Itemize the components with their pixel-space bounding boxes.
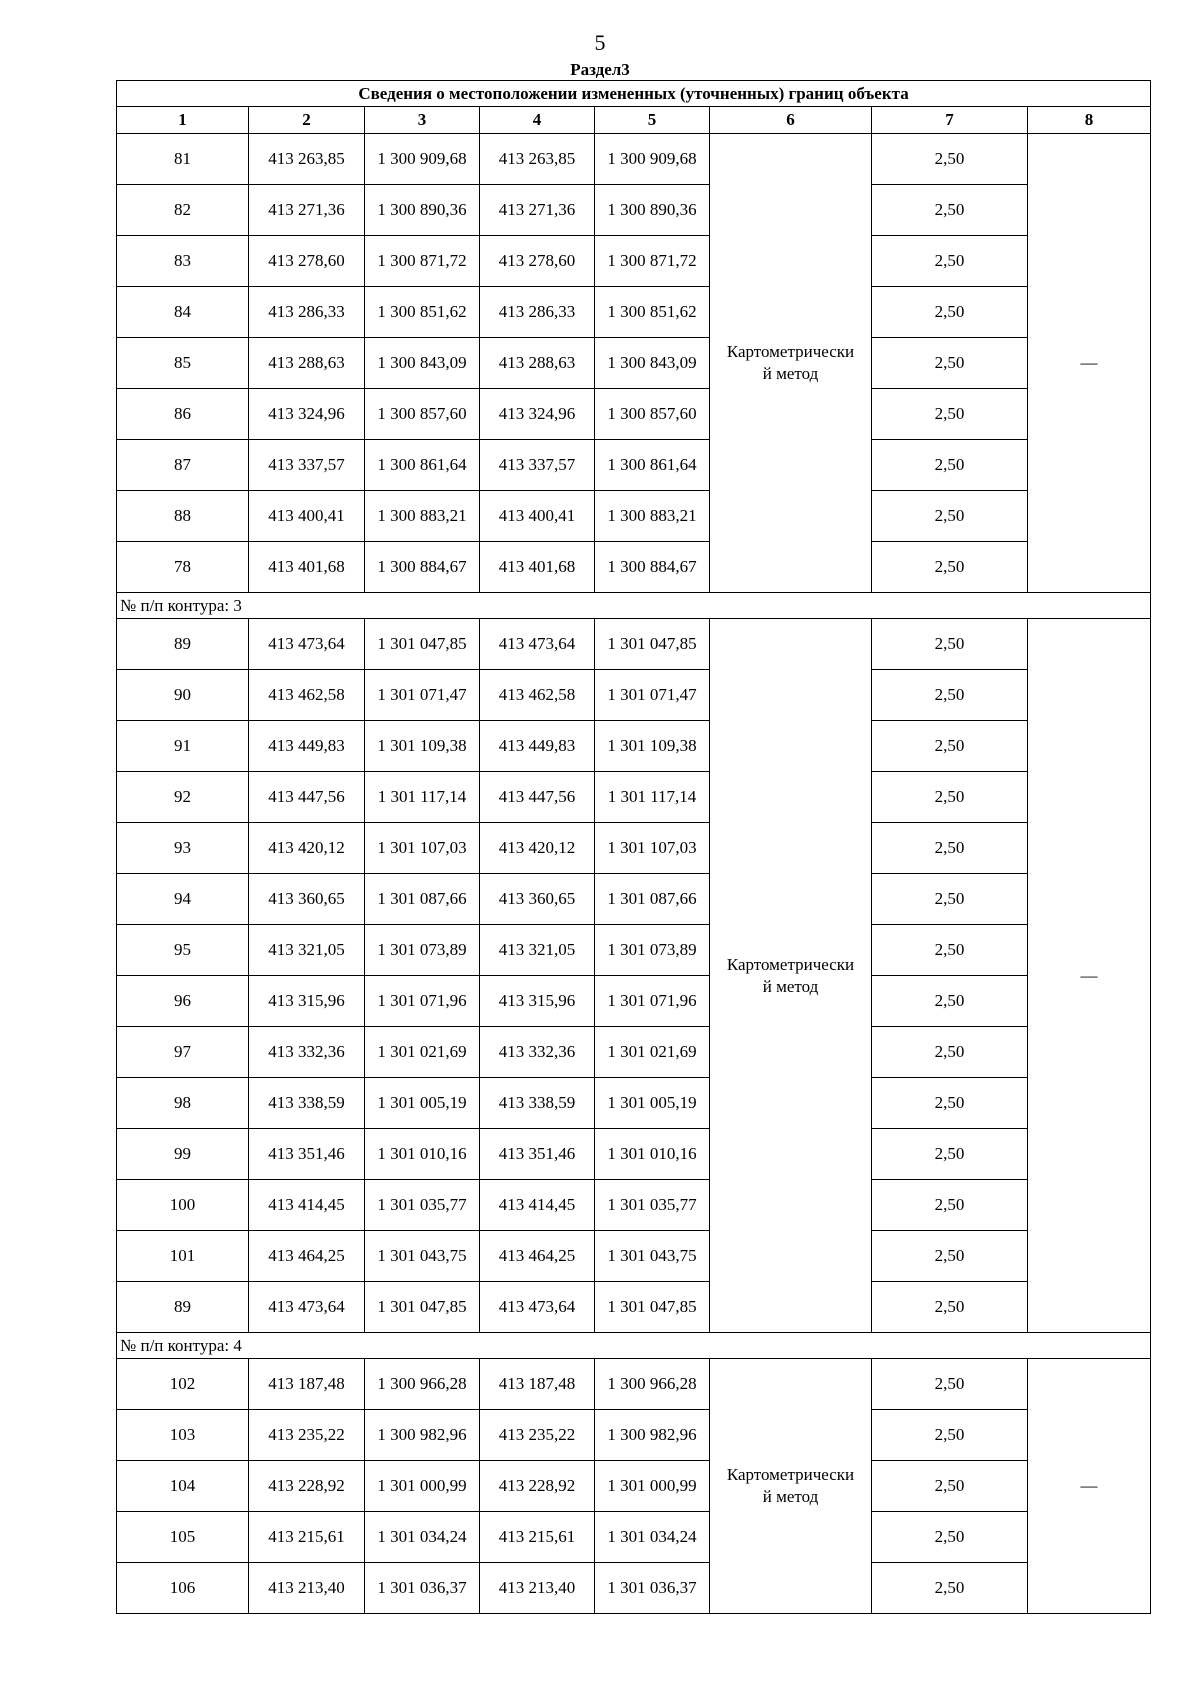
y-existing-cell: 1 301 071,96 <box>365 976 480 1027</box>
y-existing-cell: 1 301 005,19 <box>365 1078 480 1129</box>
x-new-cell: 413 449,83 <box>480 721 595 772</box>
method-text-line: й метод <box>762 976 819 996</box>
column-number: 6 <box>710 107 872 134</box>
point-number-cell: 94 <box>117 874 249 925</box>
table-row <box>117 619 1151 670</box>
y-new-cell: 1 301 087,66 <box>595 874 710 925</box>
y-existing-cell: 1 301 107,03 <box>365 823 480 874</box>
x-new-cell: 413 278,60 <box>480 236 595 287</box>
table-row <box>117 1282 1151 1333</box>
point-number-cell: 84 <box>117 287 249 338</box>
y-new-cell: 1 301 035,77 <box>595 1180 710 1231</box>
x-existing-cell: 413 321,05 <box>249 925 365 976</box>
precision-cell: 2,50 <box>872 1563 1028 1614</box>
x-new-cell: 413 263,85 <box>480 134 595 185</box>
x-new-cell: 413 337,57 <box>480 440 595 491</box>
method-text-line: Картометрически <box>726 342 855 361</box>
y-new-cell: 1 300 851,62 <box>595 287 710 338</box>
table-row <box>117 1078 1151 1129</box>
x-new-cell: 413 215,61 <box>480 1512 595 1563</box>
point-number-cell: 86 <box>117 389 249 440</box>
point-number-cell: 78 <box>117 542 249 593</box>
point-number-cell: 82 <box>117 185 249 236</box>
y-existing-cell: 1 301 047,85 <box>365 1282 480 1333</box>
precision-cell: 2,50 <box>872 1410 1028 1461</box>
column-number-row <box>117 107 1151 134</box>
column-number: 8 <box>1028 107 1151 134</box>
precision-cell: 2,50 <box>872 925 1028 976</box>
precision-cell: 2,50 <box>872 670 1028 721</box>
point-number-cell: 85 <box>117 338 249 389</box>
precision-cell: 2,50 <box>872 619 1028 670</box>
contour-label: № п/п контура: 4 <box>117 1333 1151 1359</box>
x-existing-cell: 413 271,36 <box>249 185 365 236</box>
x-new-cell: 413 315,96 <box>480 976 595 1027</box>
table-row <box>117 1027 1151 1078</box>
y-new-cell: 1 300 982,96 <box>595 1410 710 1461</box>
precision-cell: 2,50 <box>872 976 1028 1027</box>
table-row <box>117 1410 1151 1461</box>
x-existing-cell: 413 315,96 <box>249 976 365 1027</box>
precision-cell: 2,50 <box>872 823 1028 874</box>
y-existing-cell: 1 300 843,09 <box>365 338 480 389</box>
x-existing-cell: 413 400,41 <box>249 491 365 542</box>
point-number-cell: 89 <box>117 1282 249 1333</box>
x-existing-cell: 413 473,64 <box>249 1282 365 1333</box>
y-new-cell: 1 300 883,21 <box>595 491 710 542</box>
y-new-cell: 1 301 047,85 <box>595 1282 710 1333</box>
precision-cell: 2,50 <box>872 338 1028 389</box>
precision-cell: 2,50 <box>872 134 1028 185</box>
table-row <box>117 772 1151 823</box>
precision-cell: 2,50 <box>872 1231 1028 1282</box>
x-existing-cell: 413 213,40 <box>249 1563 365 1614</box>
y-existing-cell: 1 301 036,37 <box>365 1563 480 1614</box>
column-number: 1 <box>117 107 249 134</box>
point-number-cell: 91 <box>117 721 249 772</box>
x-new-cell: 413 228,92 <box>480 1461 595 1512</box>
point-number-cell: 103 <box>117 1410 249 1461</box>
y-existing-cell: 1 300 861,64 <box>365 440 480 491</box>
x-new-cell: 413 420,12 <box>480 823 595 874</box>
x-existing-cell: 413 187,48 <box>249 1359 365 1410</box>
table-row <box>117 1563 1151 1614</box>
precision-cell: 2,50 <box>872 389 1028 440</box>
y-new-cell: 1 301 043,75 <box>595 1231 710 1282</box>
point-number-cell: 96 <box>117 976 249 1027</box>
x-existing-cell: 413 351,46 <box>249 1129 365 1180</box>
point-number-cell: 90 <box>117 670 249 721</box>
x-existing-cell: 413 278,60 <box>249 236 365 287</box>
y-new-cell: 1 301 107,03 <box>595 823 710 874</box>
column-number: 4 <box>480 107 595 134</box>
precision-cell: 2,50 <box>872 1078 1028 1129</box>
precision-cell: 2,50 <box>872 236 1028 287</box>
y-new-cell: 1 300 966,28 <box>595 1359 710 1410</box>
precision-cell: 2,50 <box>872 287 1028 338</box>
table-row <box>117 236 1151 287</box>
y-existing-cell: 1 300 884,67 <box>365 542 480 593</box>
y-existing-cell: 1 300 883,21 <box>365 491 480 542</box>
y-existing-cell: 1 301 035,77 <box>365 1180 480 1231</box>
y-existing-cell: 1 301 117,14 <box>365 772 480 823</box>
y-new-cell: 1 301 021,69 <box>595 1027 710 1078</box>
x-new-cell: 413 400,41 <box>480 491 595 542</box>
table-caption: Сведения о местоположении измененных (уточненных) границ объекта <box>117 81 1151 107</box>
x-new-cell: 413 271,36 <box>480 185 595 236</box>
y-new-cell: 1 301 010,16 <box>595 1129 710 1180</box>
x-existing-cell: 413 449,83 <box>249 721 365 772</box>
y-existing-cell: 1 301 000,99 <box>365 1461 480 1512</box>
precision-cell: 2,50 <box>872 491 1028 542</box>
precision-cell: 2,50 <box>872 772 1028 823</box>
column-number: 7 <box>872 107 1028 134</box>
x-new-cell: 413 332,36 <box>480 1027 595 1078</box>
method-cell <box>710 619 872 1333</box>
method-cell <box>710 134 872 593</box>
y-new-cell: 1 301 073,89 <box>595 925 710 976</box>
x-existing-cell: 413 324,96 <box>249 389 365 440</box>
y-existing-cell: 1 301 010,16 <box>365 1129 480 1180</box>
point-number-cell: 97 <box>117 1027 249 1078</box>
table-row <box>117 542 1151 593</box>
x-new-cell: 413 473,64 <box>480 1282 595 1333</box>
table-row <box>117 185 1151 236</box>
y-new-cell: 1 301 109,38 <box>595 721 710 772</box>
x-existing-cell: 413 414,45 <box>249 1180 365 1231</box>
y-new-cell: 1 300 861,64 <box>595 440 710 491</box>
table-row <box>117 1231 1151 1282</box>
y-existing-cell: 1 300 871,72 <box>365 236 480 287</box>
point-number-cell: 102 <box>117 1359 249 1410</box>
table-row <box>117 338 1151 389</box>
table-row <box>117 721 1151 772</box>
x-existing-cell: 413 263,85 <box>249 134 365 185</box>
method-text-line: й метод <box>762 364 819 383</box>
y-new-cell: 1 301 000,99 <box>595 1461 710 1512</box>
col8-cell: — <box>1028 1359 1151 1614</box>
x-new-cell: 413 414,45 <box>480 1180 595 1231</box>
y-existing-cell: 1 301 087,66 <box>365 874 480 925</box>
y-existing-cell: 1 300 890,36 <box>365 185 480 236</box>
y-existing-cell: 1 301 109,38 <box>365 721 480 772</box>
table-body <box>117 81 1151 1614</box>
y-new-cell: 1 300 884,67 <box>595 542 710 593</box>
precision-cell: 2,50 <box>872 1461 1028 1512</box>
column-number: 3 <box>365 107 480 134</box>
precision-cell: 2,50 <box>872 1129 1028 1180</box>
method-text-line: Картометрически <box>726 954 855 974</box>
y-new-cell: 1 301 047,85 <box>595 619 710 670</box>
x-existing-cell: 413 337,57 <box>249 440 365 491</box>
x-new-cell: 413 401,68 <box>480 542 595 593</box>
precision-cell: 2,50 <box>872 721 1028 772</box>
table-row <box>117 491 1151 542</box>
table-row <box>117 670 1151 721</box>
x-new-cell: 413 447,56 <box>480 772 595 823</box>
precision-cell: 2,50 <box>872 440 1028 491</box>
table-row <box>117 823 1151 874</box>
point-number-cell: 92 <box>117 772 249 823</box>
x-existing-cell: 413 473,64 <box>249 619 365 670</box>
precision-cell: 2,50 <box>872 185 1028 236</box>
x-new-cell: 413 338,59 <box>480 1078 595 1129</box>
page-number: 5 <box>594 30 606 55</box>
table-row <box>117 134 1151 185</box>
x-new-cell: 413 324,96 <box>480 389 595 440</box>
y-new-cell: 1 300 890,36 <box>595 185 710 236</box>
point-number-cell: 89 <box>117 619 249 670</box>
y-existing-cell: 1 300 966,28 <box>365 1359 480 1410</box>
point-number-cell: 87 <box>117 440 249 491</box>
x-existing-cell: 413 338,59 <box>249 1078 365 1129</box>
contour-header-row <box>117 593 1151 619</box>
y-new-cell: 1 300 857,60 <box>595 389 710 440</box>
x-existing-cell: 413 360,65 <box>249 874 365 925</box>
y-existing-cell: 1 301 043,75 <box>365 1231 480 1282</box>
x-new-cell: 413 288,63 <box>480 338 595 389</box>
x-new-cell: 413 464,25 <box>480 1231 595 1282</box>
table-row <box>117 440 1151 491</box>
y-existing-cell: 1 301 073,89 <box>365 925 480 976</box>
table-row <box>117 925 1151 976</box>
table-row <box>117 1359 1151 1410</box>
y-new-cell: 1 301 036,37 <box>595 1563 710 1614</box>
y-existing-cell: 1 300 909,68 <box>365 134 480 185</box>
y-existing-cell: 1 301 071,47 <box>365 670 480 721</box>
x-new-cell: 413 286,33 <box>480 287 595 338</box>
x-new-cell: 413 360,65 <box>480 874 595 925</box>
x-new-cell: 413 187,48 <box>480 1359 595 1410</box>
x-existing-cell: 413 462,58 <box>249 670 365 721</box>
precision-cell: 2,50 <box>872 1359 1028 1410</box>
x-new-cell: 413 321,05 <box>480 925 595 976</box>
precision-cell: 2,50 <box>872 1180 1028 1231</box>
x-existing-cell: 413 215,61 <box>249 1512 365 1563</box>
point-number-cell: 83 <box>117 236 249 287</box>
point-number-cell: 106 <box>117 1563 249 1614</box>
table-row <box>117 287 1151 338</box>
y-existing-cell: 1 300 851,62 <box>365 287 480 338</box>
point-number-cell: 99 <box>117 1129 249 1180</box>
table-row <box>117 389 1151 440</box>
x-existing-cell: 413 447,56 <box>249 772 365 823</box>
section-title: Раздел3 <box>570 60 630 79</box>
table-row <box>117 976 1151 1027</box>
col8-cell: — <box>1028 619 1151 1333</box>
y-new-cell: 1 301 005,19 <box>595 1078 710 1129</box>
y-existing-cell: 1 300 857,60 <box>365 389 480 440</box>
x-existing-cell: 413 332,36 <box>249 1027 365 1078</box>
method-text-line: й метод <box>762 1487 819 1506</box>
table-row <box>117 1129 1151 1180</box>
point-number-cell: 95 <box>117 925 249 976</box>
precision-cell: 2,50 <box>872 874 1028 925</box>
x-existing-cell: 413 420,12 <box>249 823 365 874</box>
x-existing-cell: 413 401,68 <box>249 542 365 593</box>
y-new-cell: 1 301 117,14 <box>595 772 710 823</box>
column-number: 2 <box>249 107 365 134</box>
y-new-cell: 1 300 871,72 <box>595 236 710 287</box>
precision-cell: 2,50 <box>872 542 1028 593</box>
y-new-cell: 1 301 071,47 <box>595 670 710 721</box>
method-cell <box>710 1359 872 1614</box>
method-text-line: Картометрически <box>726 1465 855 1484</box>
point-number-cell: 100 <box>117 1180 249 1231</box>
table-caption-row <box>117 81 1151 107</box>
y-existing-cell: 1 301 021,69 <box>365 1027 480 1078</box>
table-row <box>117 874 1151 925</box>
table-row <box>117 1512 1151 1563</box>
col8-cell: — <box>1028 134 1151 593</box>
table-row <box>117 1180 1151 1231</box>
point-number-cell: 81 <box>117 134 249 185</box>
x-new-cell: 413 213,40 <box>480 1563 595 1614</box>
contour-header-row <box>117 1333 1151 1359</box>
point-number-cell: 98 <box>117 1078 249 1129</box>
x-new-cell: 413 351,46 <box>480 1129 595 1180</box>
y-existing-cell: 1 301 034,24 <box>365 1512 480 1563</box>
contour-label: № п/п контура: 3 <box>117 593 1151 619</box>
column-number: 5 <box>595 107 710 134</box>
x-new-cell: 413 235,22 <box>480 1410 595 1461</box>
y-existing-cell: 1 301 047,85 <box>365 619 480 670</box>
coordinates-table <box>116 80 1151 1614</box>
x-existing-cell: 413 228,92 <box>249 1461 365 1512</box>
precision-cell: 2,50 <box>872 1027 1028 1078</box>
x-existing-cell: 413 286,33 <box>249 287 365 338</box>
y-new-cell: 1 301 071,96 <box>595 976 710 1027</box>
y-new-cell: 1 300 843,09 <box>595 338 710 389</box>
point-number-cell: 93 <box>117 823 249 874</box>
y-existing-cell: 1 300 982,96 <box>365 1410 480 1461</box>
x-existing-cell: 413 235,22 <box>249 1410 365 1461</box>
precision-cell: 2,50 <box>872 1512 1028 1563</box>
y-new-cell: 1 300 909,68 <box>595 134 710 185</box>
precision-cell: 2,50 <box>872 1282 1028 1333</box>
point-number-cell: 105 <box>117 1512 249 1563</box>
x-existing-cell: 413 464,25 <box>249 1231 365 1282</box>
point-number-cell: 101 <box>117 1231 249 1282</box>
table-row <box>117 1461 1151 1512</box>
x-new-cell: 413 473,64 <box>480 619 595 670</box>
point-number-cell: 104 <box>117 1461 249 1512</box>
point-number-cell: 88 <box>117 491 249 542</box>
x-existing-cell: 413 288,63 <box>249 338 365 389</box>
y-new-cell: 1 301 034,24 <box>595 1512 710 1563</box>
x-new-cell: 413 462,58 <box>480 670 595 721</box>
